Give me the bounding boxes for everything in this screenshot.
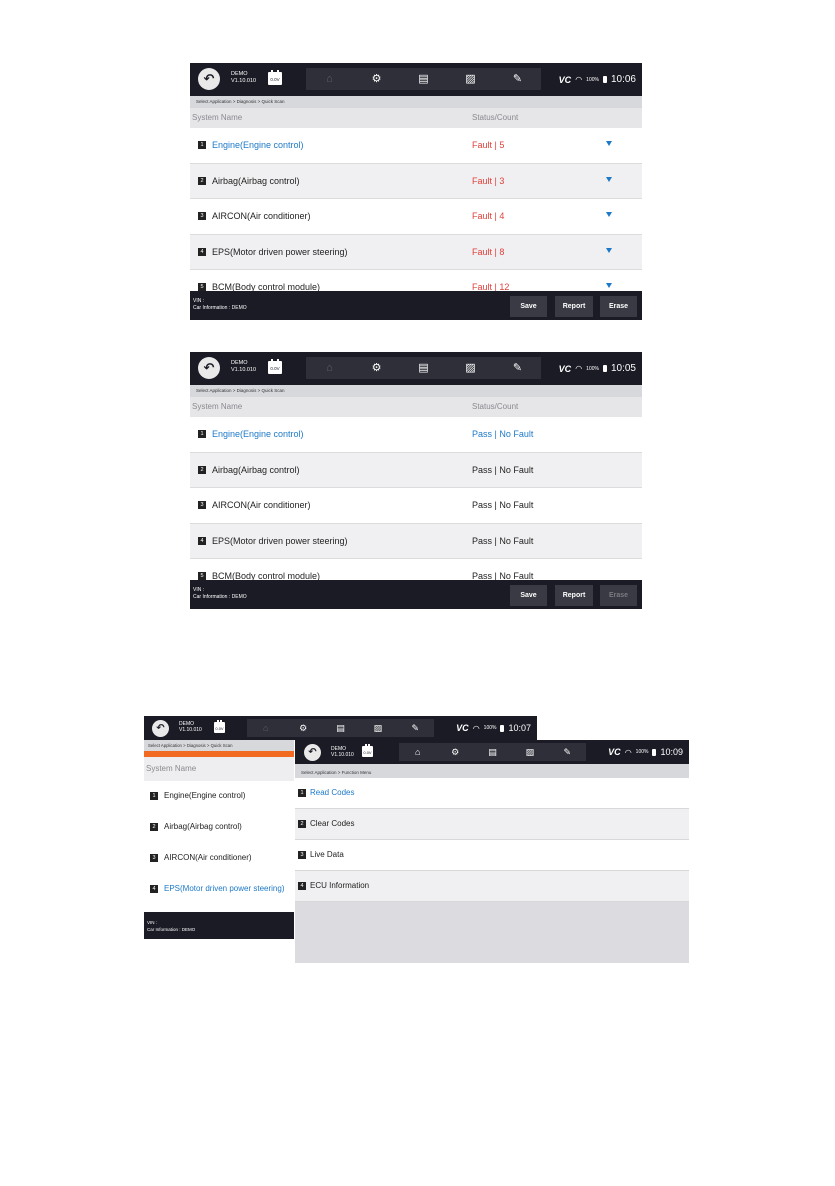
version-info	[331, 746, 354, 758]
edit-icon[interactable]: ✎	[563, 747, 572, 757]
save-button[interactable]: Save	[510, 585, 547, 606]
row-number: 1	[198, 430, 206, 438]
status-count: Fault | 12	[472, 282, 510, 291]
list-item[interactable]	[144, 874, 294, 905]
menu-item-label: ECU Information	[310, 881, 370, 890]
menu-item-label: Clear Codes	[310, 819, 355, 828]
menu-item-label: Read Codes	[310, 788, 355, 797]
toolbar	[399, 743, 586, 761]
edit-icon[interactable]: ✎	[512, 73, 523, 85]
status-area	[456, 716, 531, 740]
gear-icon[interactable]: ⚙	[451, 747, 460, 757]
version-name: DEMO	[231, 71, 248, 77]
table-row[interactable]	[190, 235, 642, 271]
home-icon[interactable]: ⌂	[414, 747, 421, 757]
system-name: EPS(Motor driven power steering)	[212, 246, 348, 257]
battery-icon	[603, 365, 607, 372]
version-number: V1.10.010	[331, 752, 354, 758]
row-number: 4	[198, 537, 206, 545]
system-name: AIRCON(Air conditioner)	[164, 853, 252, 862]
row-number: 3	[298, 851, 306, 859]
system-name: Airbag(Airbag control)	[212, 464, 300, 475]
system-name: BCM(Body control module)	[212, 571, 321, 580]
row-number: 3	[198, 212, 206, 220]
wifi-icon: ◠	[575, 75, 583, 84]
status-count: Pass | No Fault	[472, 429, 534, 439]
row-number: 2	[198, 466, 206, 474]
home-icon[interactable]: ⌂	[326, 73, 333, 85]
top-bar	[190, 352, 642, 385]
system-list	[144, 781, 294, 905]
row-number: 1	[298, 789, 306, 797]
row-number: 1	[198, 141, 206, 149]
print-icon[interactable]: ▤	[418, 73, 429, 85]
row-number: 4	[298, 882, 306, 890]
wifi-icon: ◠	[624, 747, 632, 757]
battery-percent: 100%	[586, 365, 599, 372]
table-row[interactable]	[190, 164, 642, 200]
list-item[interactable]	[144, 781, 294, 812]
image-icon[interactable]: ▨	[465, 362, 476, 374]
wifi-icon: ◠	[472, 723, 480, 733]
battery-icon	[652, 749, 656, 756]
vehicle-battery-icon: 0.0V	[214, 722, 225, 733]
version-info	[179, 721, 202, 733]
system-name: AIRCON(Air conditioner)	[212, 500, 311, 510]
version-name: DEMO	[331, 746, 346, 752]
list-item[interactable]	[144, 812, 294, 843]
breadcrumb: Select Application > Diagnosis > Quick Scan	[190, 385, 642, 397]
table-row[interactable]	[190, 417, 642, 453]
battery-percent: 100%	[483, 725, 497, 731]
row-number: 5	[198, 283, 206, 291]
system-name: Engine(Engine control)	[212, 140, 304, 150]
vci-status: VC	[456, 723, 469, 733]
version-name: DEMO	[231, 360, 248, 366]
version-number: V1.10.010	[179, 727, 202, 733]
version-number: V1.10.010	[231, 367, 257, 373]
dropdown-arrow-icon[interactable]	[606, 141, 612, 146]
status-area	[559, 352, 636, 385]
row-number: 4	[198, 248, 206, 256]
car-information: Car Information : DEMO	[147, 927, 196, 932]
function-menu-screen	[295, 740, 689, 963]
clock: 10:06	[610, 74, 636, 85]
system-name: Airbag(Airbag control)	[164, 822, 242, 831]
table-row[interactable]	[190, 128, 642, 164]
toolbar	[306, 357, 541, 379]
clock: 10:09	[660, 747, 683, 757]
table-row[interactable]	[190, 524, 642, 560]
footer-bar	[144, 912, 294, 939]
status-count: Fault | 5	[472, 140, 505, 150]
vin-label: VIN :	[147, 920, 158, 925]
status-area	[559, 63, 636, 96]
gear-icon[interactable]: ⚙	[299, 723, 308, 733]
battery-icon	[500, 725, 504, 732]
row-number: 1	[150, 792, 158, 800]
top-bar	[295, 740, 689, 764]
status-count: Fault | 4	[472, 211, 505, 221]
row-number: 5	[198, 572, 206, 580]
breadcrumb: Select Application > Function Menu	[295, 764, 689, 778]
status-count: Pass | No Fault	[472, 500, 534, 510]
system-name: AIRCON(Air conditioner)	[212, 211, 311, 221]
erase-button[interactable]: Erase	[600, 296, 637, 317]
column-status: Status/Count	[472, 402, 519, 411]
table-row[interactable]	[190, 199, 642, 235]
row-number: 2	[298, 820, 306, 828]
system-list	[190, 417, 642, 580]
version-info	[231, 71, 256, 85]
report-button[interactable]: Report	[555, 585, 593, 606]
table-row[interactable]	[190, 270, 642, 291]
table-header	[190, 108, 642, 128]
system-name: EPS(Motor driven power steering)	[212, 535, 348, 546]
gear-icon[interactable]: ⚙	[371, 73, 382, 85]
version-info	[231, 360, 256, 374]
report-button[interactable]: Report	[555, 296, 593, 317]
footer-bar	[190, 291, 642, 320]
status-count: Fault | 3	[472, 175, 505, 186]
vehicle-battery-icon: 0.0V	[362, 746, 373, 757]
home-icon[interactable]: ⌂	[262, 723, 269, 733]
row-number: 2	[198, 177, 206, 185]
column-system-name: System Name	[144, 757, 294, 781]
print-icon[interactable]: ▤	[418, 362, 429, 374]
status-count: Pass | No Fault	[472, 571, 534, 580]
back-icon[interactable]: ↶	[304, 744, 321, 761]
table-row[interactable]	[190, 559, 642, 580]
edit-icon[interactable]: ✎	[411, 723, 420, 733]
list-item[interactable]	[144, 843, 294, 874]
row-number: 4	[150, 885, 158, 893]
column-system-name: System Name	[192, 402, 243, 411]
battery-percent: 100%	[635, 749, 649, 755]
version-number: V1.10.010	[231, 78, 257, 84]
vin-label: VIN :	[193, 587, 205, 593]
breadcrumb: Select Application > Diagnosis > Quick Scan	[144, 740, 294, 751]
battery-icon	[603, 76, 607, 83]
gear-icon[interactable]: ⚙	[371, 362, 382, 374]
erase-button: Erase	[600, 585, 637, 606]
top-bar	[144, 716, 537, 740]
print-icon[interactable]: ▤	[488, 747, 497, 757]
version-name: DEMO	[179, 721, 194, 727]
menu-item-ecu-information[interactable]	[295, 871, 689, 902]
quick-scan-fault-screen	[190, 63, 642, 320]
edit-icon[interactable]: ✎	[512, 362, 523, 374]
image-icon[interactable]: ▨	[373, 723, 383, 733]
toolbar	[306, 68, 541, 90]
system-name: Engine(Engine control)	[164, 791, 246, 800]
dropdown-arrow-icon[interactable]	[606, 248, 612, 253]
column-system-name: System Name	[192, 113, 243, 122]
toolbar	[247, 719, 434, 737]
quick-scan-pass-screen	[190, 352, 642, 609]
vci-status: VC	[558, 74, 572, 85]
vin-label: VIN :	[193, 298, 205, 304]
vehicle-battery-icon: 0.0V	[268, 72, 282, 85]
image-icon[interactable]: ▨	[525, 747, 535, 757]
back-icon[interactable]: ↶	[152, 720, 169, 737]
car-information: Car Information : DEMO	[193, 594, 247, 600]
system-list	[190, 128, 642, 291]
footer-bar	[190, 580, 642, 609]
battery-percent: 100%	[586, 76, 599, 83]
dropdown-arrow-icon[interactable]	[606, 177, 612, 182]
vci-status: VC	[608, 747, 621, 757]
dropdown-arrow-icon[interactable]	[606, 283, 612, 288]
print-icon[interactable]: ▤	[336, 723, 345, 733]
car-information: Car Information : DEMO	[193, 305, 247, 311]
vci-status: VC	[558, 363, 572, 374]
status-count: Fault | 8	[472, 246, 505, 257]
table-header	[190, 397, 642, 417]
system-name: EPS(Motor driven power steering)	[164, 884, 285, 893]
wifi-icon: ◠	[575, 364, 583, 373]
menu-item-live-data[interactable]	[295, 840, 689, 871]
home-icon[interactable]: ⌂	[326, 362, 333, 374]
status-count: Pass | No Fault	[472, 464, 534, 475]
row-number: 2	[150, 823, 158, 831]
status-count: Pass | No Fault	[472, 535, 534, 546]
system-name: Engine(Engine control)	[212, 429, 304, 439]
system-name: Airbag(Airbag control)	[212, 175, 300, 186]
vehicle-battery-icon: 0.0V	[268, 361, 282, 374]
column-status: Status/Count	[472, 113, 519, 122]
menu-item-label: Live Data	[310, 850, 344, 859]
function-menu	[295, 778, 689, 902]
top-bar	[190, 63, 642, 96]
row-number: 3	[150, 854, 158, 862]
row-number: 3	[198, 501, 206, 509]
status-area	[608, 740, 683, 764]
vehicle-info	[193, 298, 247, 312]
system-name: BCM(Body control module)	[212, 282, 321, 291]
image-icon[interactable]: ▨	[465, 73, 476, 85]
back-icon[interactable]: ↶	[198, 357, 220, 379]
menu-item-clear-codes[interactable]	[295, 809, 689, 840]
table-row[interactable]	[190, 453, 642, 489]
vehicle-info	[193, 587, 247, 601]
clock: 10:07	[508, 723, 531, 733]
back-icon[interactable]: ↶	[198, 68, 220, 90]
menu-item-read-codes[interactable]	[295, 778, 689, 809]
dropdown-arrow-icon[interactable]	[606, 212, 612, 217]
breadcrumb: Select Application > Diagnosis > Quick Scan	[190, 96, 642, 108]
table-row[interactable]	[190, 488, 642, 524]
vehicle-info	[147, 919, 195, 933]
save-button[interactable]: Save	[510, 296, 547, 317]
clock: 10:05	[610, 363, 636, 374]
